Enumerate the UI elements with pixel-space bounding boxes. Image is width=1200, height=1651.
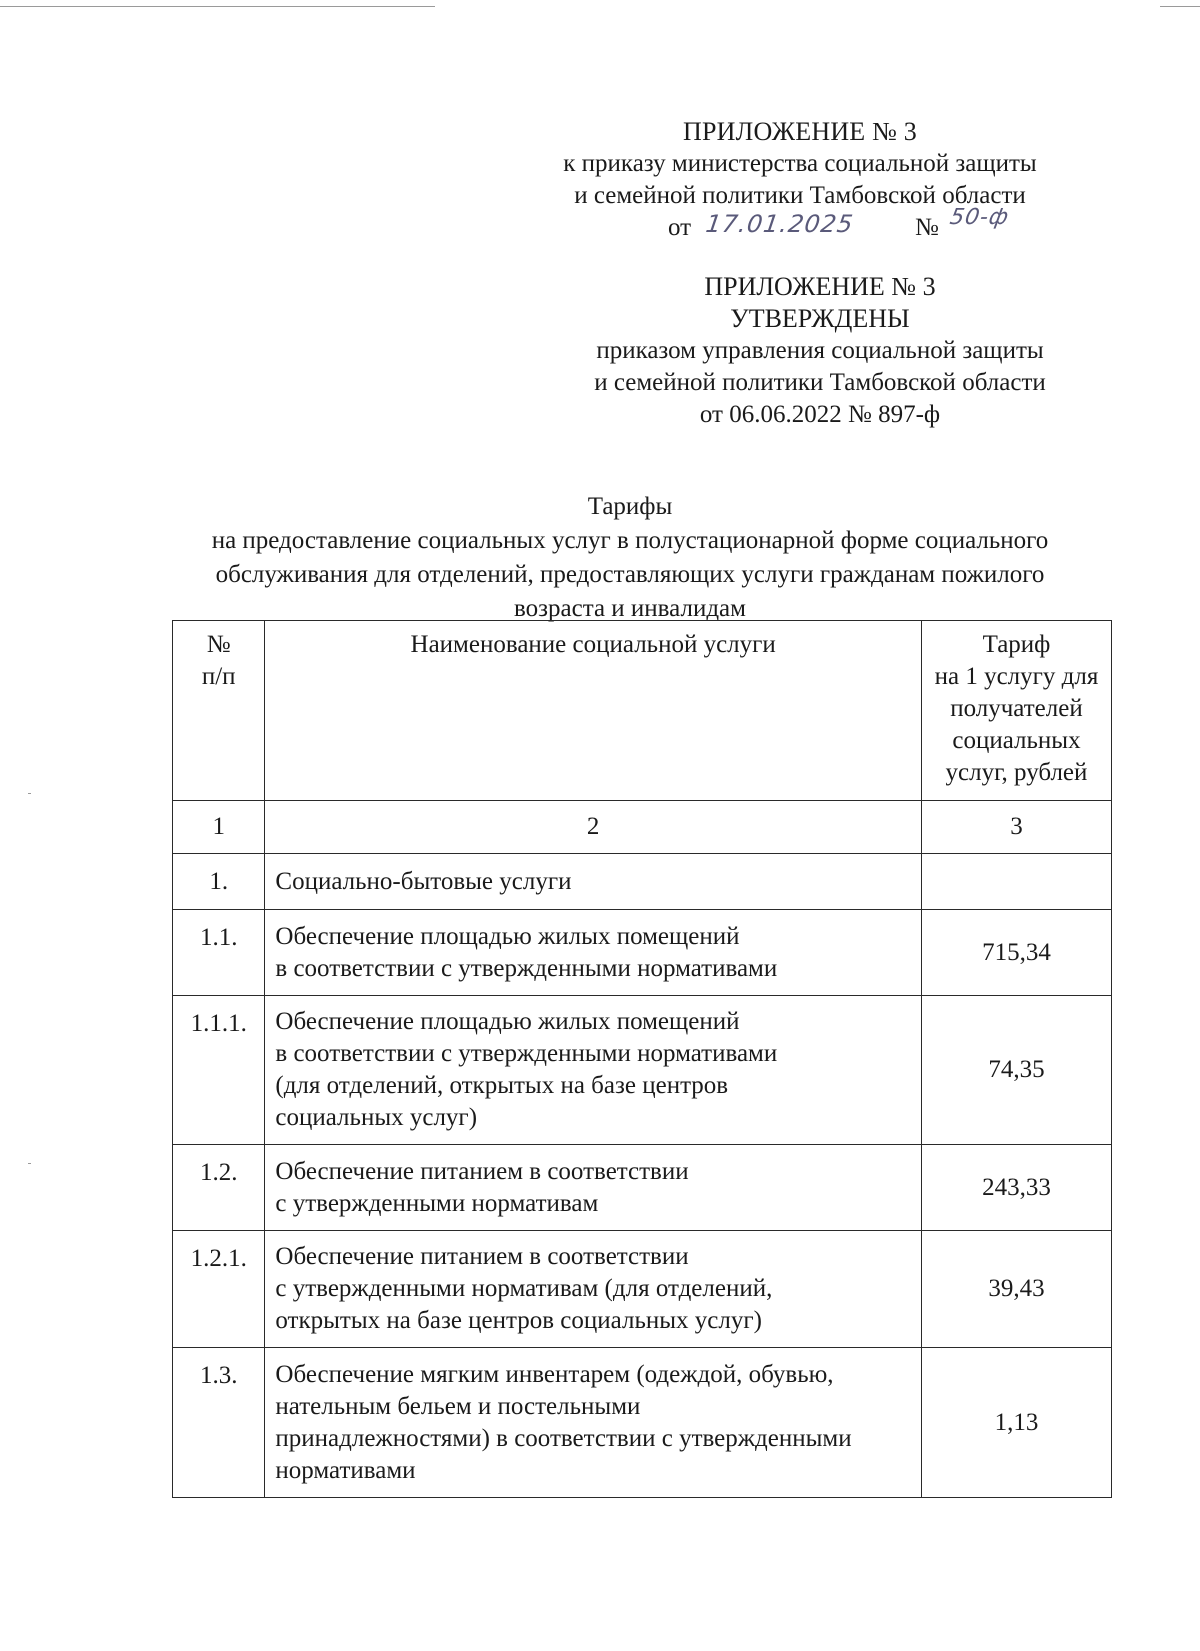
appendix-current-title: ПРИЛОЖЕНИЕ № 3: [683, 117, 917, 146]
column-number-2: 2: [265, 801, 922, 854]
row-tariff: 1,13: [921, 1348, 1111, 1498]
table-row: [173, 1145, 1112, 1231]
tariffs-subtitle-line1: на предоставление социальных услуг в полустационарной форме социального: [211, 527, 1049, 554]
appendix-current-date-line: [520, 205, 1080, 244]
appendix-current-line1: к приказу министерства социальной защиты: [563, 150, 1037, 177]
row-number: 1.2.: [173, 1145, 265, 1231]
appendix-original-line2: и семейной политики Тамбовской области: [594, 369, 1046, 396]
row-service-name: Обеспечение площадью жилых помещений в соответствии с утвержденными нормативами (для отделений, открытых на базе центров социальных услуг): [265, 996, 922, 1145]
row-tariff: 243,33: [921, 1145, 1111, 1231]
column-numbers-row: [173, 801, 1112, 854]
scan-speck: [28, 1163, 31, 1164]
appendix-original-title: ПРИЛОЖЕНИЕ № 3: [704, 272, 936, 301]
row-tariff: 74,35: [921, 996, 1111, 1145]
header-service-name: Наименование социальной услуги: [265, 621, 922, 801]
row-service-name: Обеспечение питанием в соответствии с утвержденными нормативам (для отделений, открытых на базе центров социальных услуг): [265, 1231, 922, 1348]
handwritten-number: 50-ф: [947, 205, 1012, 230]
row-service-name: Обеспечение мягким инвентарем (одеждой, обувью, нательным бельем и постельными принадлежностями) в соответствии с утвержденными нормативами: [265, 1348, 922, 1498]
column-number-1: 1: [173, 801, 265, 854]
row-number: 1.: [173, 854, 265, 910]
header-number: № п/п: [173, 621, 265, 801]
number-prefix: №: [915, 214, 939, 241]
row-service-name: Обеспечение площадью жилых помещений в соответствии с утвержденными нормативами: [265, 910, 922, 996]
row-tariff: 715,34: [921, 910, 1111, 996]
row-tariff: [921, 854, 1111, 910]
tariffs-subtitle-line3: возраста и инвалидам: [514, 595, 746, 622]
appendix-original-line1: приказом управления социальной защиты: [596, 337, 1044, 364]
tariffs-title: Тарифы: [587, 493, 673, 520]
scan-edge-line: [1160, 6, 1200, 7]
tariff-table: [172, 620, 1112, 1498]
row-number: 1.1.: [173, 910, 265, 996]
appendix-current-line2: и семейной политики Тамбовской области: [574, 182, 1026, 209]
row-number: 1.3.: [173, 1348, 265, 1498]
row-service-name: Обеспечение питанием в соответствии с утвержденными нормативам: [265, 1145, 922, 1231]
row-tariff: 39,43: [921, 1231, 1111, 1348]
scan-speck: [28, 793, 31, 794]
appendix-original-approved: УТВЕРЖДЕНЫ: [730, 304, 910, 333]
appendix-current-block: [520, 116, 1080, 244]
table-row: [173, 1348, 1112, 1498]
table-row: [173, 1231, 1112, 1348]
row-service-name: Социально-бытовые услуги: [265, 854, 922, 910]
tariffs-heading: [130, 490, 1130, 626]
column-number-3: 3: [921, 801, 1111, 854]
handwritten-date: 17.01.2025: [704, 210, 856, 238]
tariffs-subtitle-line2: обслуживания для отделений, предоставляющих услуги гражданам пожилого: [215, 561, 1045, 588]
row-number: 1.1.1.: [173, 996, 265, 1145]
appendix-original-block: [540, 271, 1100, 431]
header-tariff: Тариф на 1 услугу для получателей социальных услуг, рублей: [921, 621, 1111, 801]
scan-edge-line: [0, 6, 435, 7]
appendix-original-line3: от 06.06.2022 № 897-ф: [699, 401, 941, 428]
table-row: [173, 910, 1112, 996]
date-prefix: от: [668, 214, 692, 241]
table-header-row: [173, 621, 1112, 801]
table-row: [173, 996, 1112, 1145]
row-number: 1.2.1.: [173, 1231, 265, 1348]
table-row: [173, 854, 1112, 910]
